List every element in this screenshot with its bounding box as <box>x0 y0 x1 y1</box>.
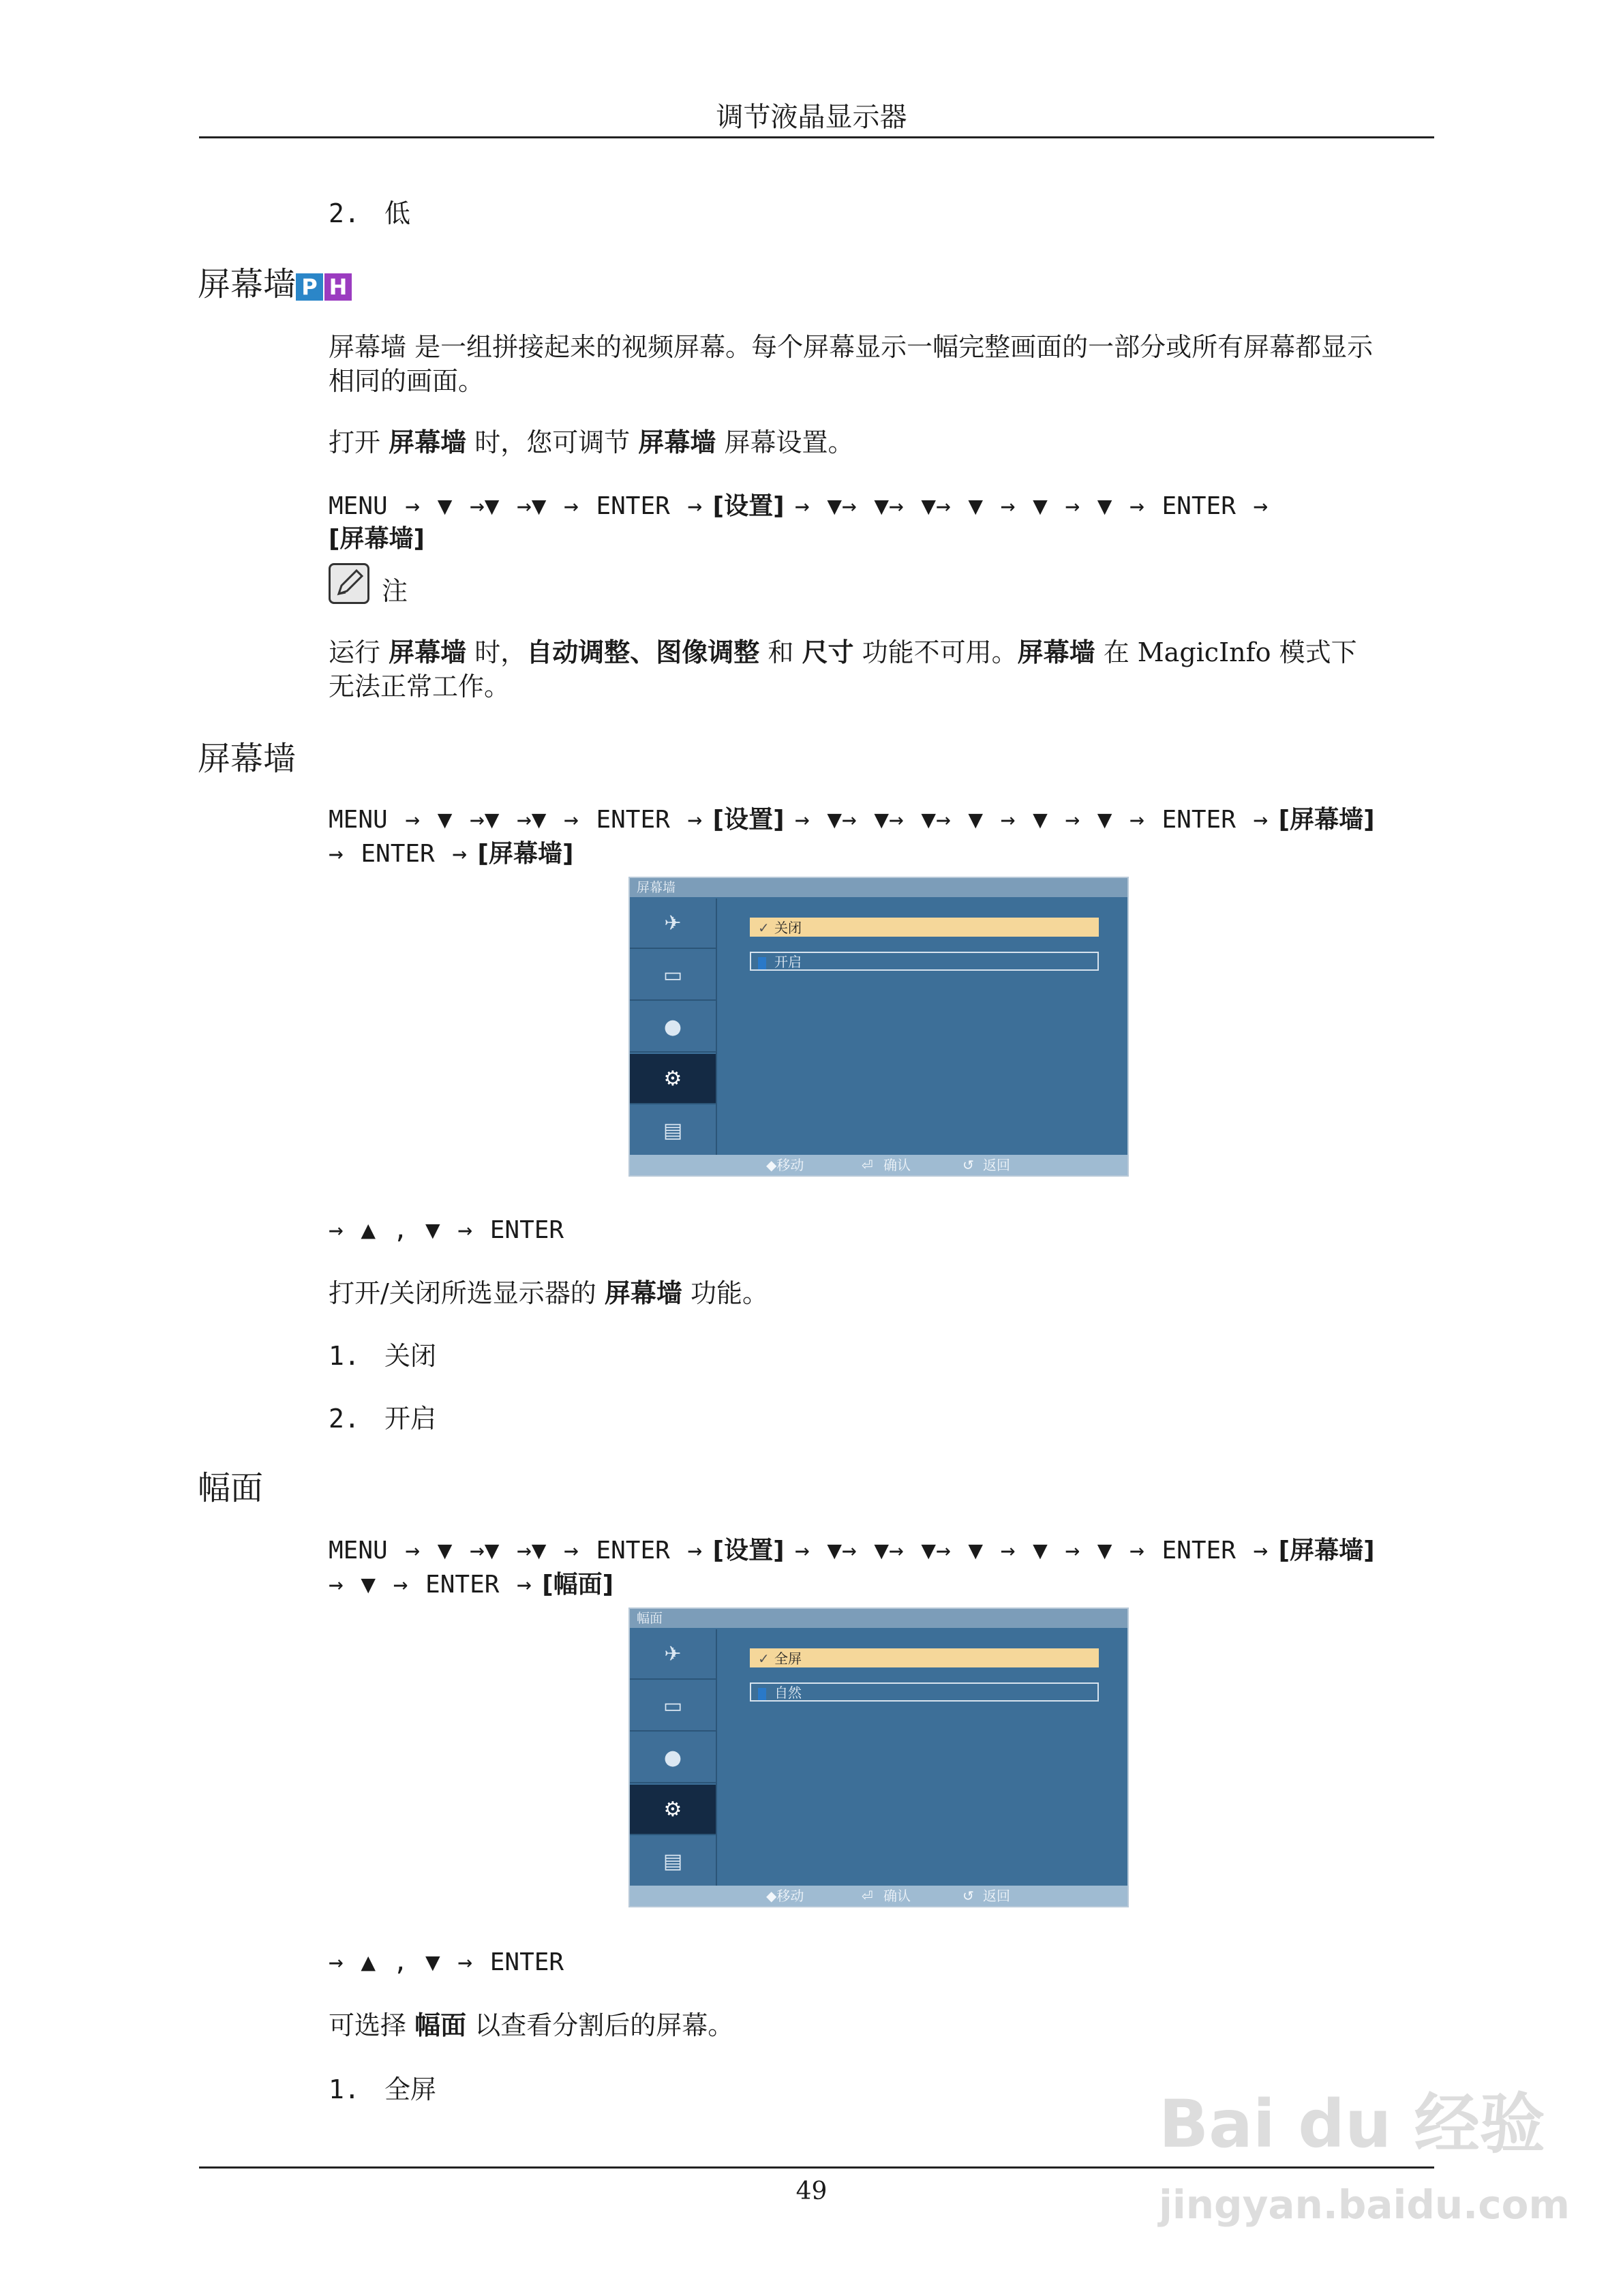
option-label: 全屏 <box>774 1650 802 1667</box>
option-label: 关闭 <box>774 920 802 936</box>
arrow-instructions: → ▲ , ▼ → ENTER <box>329 1216 564 1244</box>
path-term: [屏幕墙] <box>1278 1537 1375 1565</box>
text: 无法正常工作。 <box>329 671 511 701</box>
menu-path <box>329 803 1375 837</box>
input-icon: ▤ <box>630 1106 716 1156</box>
term: 自动调整、图像调整 <box>526 637 760 667</box>
term: 幅面 <box>414 2010 467 2040</box>
watermark-url: jingyan.baidu.com <box>1159 2181 1570 2228</box>
osd-sidebar <box>630 1629 716 1888</box>
term: 屏幕墙 <box>1017 637 1095 667</box>
ok-hint: 确认 <box>883 1157 911 1173</box>
text: 和 <box>768 637 794 667</box>
text: 以查看分割后的屏幕。 <box>474 2010 734 2040</box>
list-item <box>329 1339 436 1373</box>
baidu-watermark-logo: Bai du 经验 <box>1159 2086 1545 2162</box>
term: 尺寸 <box>802 637 854 667</box>
list-text: 关闭 <box>384 1341 437 1371</box>
list-number: 1. <box>329 1341 360 1371</box>
enter-icon: ⏎ <box>862 1888 873 1904</box>
return-icon: ↺ <box>962 1157 974 1173</box>
path-term: [屏幕墙] <box>1278 806 1375 834</box>
setup-gear-icon: ⚙ <box>630 1785 716 1835</box>
note-pencil-icon <box>329 563 369 604</box>
desc-line-1: 屏幕墙 是一组拼接起来的视频屏幕。每个屏幕显示一幅完整画面的一部分或所有屏幕都显示 <box>329 332 1374 362</box>
term: 屏幕墙 <box>389 637 467 667</box>
path-text: → ▼ → ENTER → <box>329 1571 532 1599</box>
text: 在 MagicInfo 模式下 <box>1103 637 1357 667</box>
header-rule <box>199 136 1434 138</box>
check-icon: ✓ <box>758 1650 770 1667</box>
term: 屏幕墙 <box>604 1278 682 1308</box>
option-label: 开启 <box>774 954 802 970</box>
osd-sidebar <box>630 898 716 1158</box>
path-text: → ENTER → <box>329 840 468 868</box>
text: 打开/关闭所选显示器的 <box>329 1278 596 1308</box>
open-sentence <box>329 425 853 459</box>
osd-screenshot <box>628 1607 1129 1907</box>
ok-hint: 确认 <box>883 1888 911 1904</box>
section3-description <box>329 2008 733 2042</box>
option-label: 自然 <box>774 1685 802 1701</box>
back-hint: 返回 <box>983 1157 1010 1173</box>
list-item <box>329 196 410 230</box>
osd-title: 幅面 <box>630 1609 1127 1628</box>
menu-path-line2 <box>329 522 425 556</box>
list-text: 低 <box>384 198 411 228</box>
list-number: 1. <box>329 2074 360 2104</box>
section1-description <box>329 330 1434 398</box>
return-icon: ↺ <box>962 1888 974 1904</box>
osd-divider <box>716 898 717 1158</box>
text: 功能不可用。 <box>862 637 1018 667</box>
square-icon <box>758 957 766 969</box>
footer-rule <box>199 2166 1434 2169</box>
path-text: MENU → ▼ →▼ →▼ → ENTER → <box>329 1537 703 1565</box>
menu-path <box>329 1534 1375 1568</box>
section-heading-text: 屏幕墙 <box>198 265 297 303</box>
section-heading: 屏幕墙 <box>198 740 297 778</box>
path-text: → ▼→ ▼→ ▼→ ▼ → ▼ → ▼ → ENTER → <box>795 492 1269 520</box>
osd-option-selected <box>750 1648 1099 1667</box>
list-text: 开启 <box>384 1404 437 1434</box>
section-heading <box>198 258 352 305</box>
list-item <box>329 1402 436 1436</box>
path-term: [屏幕墙] <box>329 525 425 553</box>
picture-icon: ▭ <box>630 950 716 1001</box>
h-badge-icon: H <box>324 273 352 301</box>
text: 可选择 <box>329 2010 407 2040</box>
note-text <box>329 635 1434 704</box>
path-term: [设置] <box>712 492 785 520</box>
square-icon <box>758 1688 766 1700</box>
osd-footer <box>630 1155 1127 1175</box>
list-number: 2. <box>329 1404 360 1434</box>
osd-option <box>750 1682 1099 1702</box>
osd-title: 屏幕墙 <box>630 878 1127 897</box>
menu-path <box>329 489 1268 524</box>
check-icon: ✓ <box>758 920 770 936</box>
input-icon: ▤ <box>630 1837 716 1887</box>
list-item <box>329 2072 436 2106</box>
osd-divider <box>716 1629 717 1888</box>
section-heading: 幅面 <box>198 1469 264 1507</box>
setup-gear-icon: ⚙ <box>630 1054 716 1104</box>
osd-option <box>750 952 1099 971</box>
menu-path-line2 <box>329 1568 613 1602</box>
antenna-icon: ✈ <box>630 898 716 949</box>
osd-option-selected <box>750 918 1099 937</box>
page-header-title: 调节液晶显示器 <box>716 102 907 133</box>
path-term: [幅面] <box>542 1571 614 1599</box>
section2-description <box>329 1276 768 1310</box>
antenna-icon: ✈ <box>630 1629 716 1680</box>
path-text: MENU → ▼ →▼ →▼ → ENTER → <box>329 806 703 834</box>
p-badge-icon: P <box>296 273 323 301</box>
path-text: MENU → ▼ →▼ →▼ → ENTER → <box>329 492 703 520</box>
arrow-instructions: → ▲ , ▼ → ENTER <box>329 1948 564 1976</box>
text: 时， <box>474 637 527 667</box>
move-hint: ◆移动 <box>766 1888 804 1904</box>
sound-icon: ● <box>630 1733 716 1783</box>
list-number: 2. <box>329 198 360 228</box>
desc-line-2: 相同的画面。 <box>329 366 485 396</box>
text: 打开 <box>329 427 381 457</box>
osd-screenshot <box>628 877 1129 1177</box>
back-hint: 返回 <box>983 1888 1010 1904</box>
sound-icon: ● <box>630 1002 716 1053</box>
note-label: 注 <box>382 576 408 606</box>
enter-icon: ⏎ <box>862 1157 873 1173</box>
path-text: → ▼→ ▼→ ▼→ ▼ → ▼ → ▼ → ENTER → <box>795 1537 1269 1565</box>
note-block <box>329 563 369 604</box>
path-term: [设置] <box>712 806 785 834</box>
term: 屏幕墙 <box>638 427 716 457</box>
page-number: 49 <box>795 2177 828 2205</box>
term: 屏幕墙 <box>389 427 467 457</box>
text: 屏幕设置。 <box>724 427 854 457</box>
path-term: [设置] <box>712 1537 785 1565</box>
text: 运行 <box>329 637 381 667</box>
path-text: → ▼→ ▼→ ▼→ ▼ → ▼ → ▼ → ENTER → <box>795 806 1269 834</box>
path-term: [屏幕墙] <box>477 840 574 868</box>
picture-icon: ▭ <box>630 1681 716 1732</box>
menu-path-line2 <box>329 837 573 871</box>
list-text: 全屏 <box>384 2074 437 2104</box>
text: 时，您可调节 <box>474 427 631 457</box>
osd-footer <box>630 1886 1127 1906</box>
text: 功能。 <box>691 1278 769 1308</box>
move-hint: ◆移动 <box>766 1157 804 1173</box>
